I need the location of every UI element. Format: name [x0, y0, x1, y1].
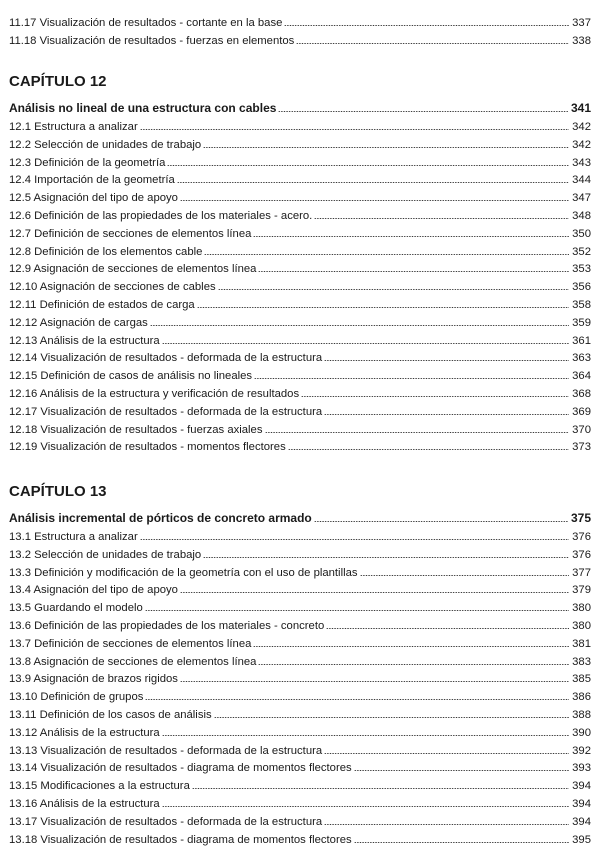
entry-title: 13.10 Definición de grupos	[9, 691, 144, 704]
dot-leader	[258, 664, 569, 665]
toc-entry[interactable]	[9, 279, 591, 297]
entry-title: 12.5 Asignación del tipo de apoyo	[9, 192, 178, 205]
toc-entry[interactable]	[9, 172, 591, 190]
dot-leader	[167, 165, 569, 166]
dot-leader	[218, 289, 570, 290]
chapter-title-entry[interactable]	[9, 97, 591, 119]
toc-entry[interactable]	[9, 404, 591, 422]
chapter-12	[9, 72, 591, 457]
page-number: 376	[572, 531, 591, 543]
page-number: 380	[572, 619, 591, 632]
page-number: 377	[572, 566, 591, 579]
page-number: 370	[572, 423, 591, 436]
page-number: 386	[572, 691, 591, 704]
toc-entry[interactable]	[9, 208, 591, 226]
entry-title: 13.7 Definición de secciones de elementos línea	[9, 637, 252, 650]
page-number: 368	[572, 387, 591, 400]
toc-entry[interactable]	[9, 547, 591, 565]
entry-title: 12.16 Análisis de la estructura y verificación de resultados	[9, 387, 300, 400]
page-number: 388	[572, 708, 591, 721]
entry-title: 12.6 Definición de las propiedades de los materiales - acero.	[9, 209, 313, 222]
dot-leader	[145, 610, 569, 611]
entry-title: 13.9 Asignación de brazos rigidos	[9, 673, 178, 686]
page-number: 342	[572, 121, 591, 133]
dot-leader	[254, 378, 569, 379]
entry-title: 12.14 Visualización de resultados - deformada de la estructura	[9, 352, 323, 365]
page-number: 383	[572, 655, 591, 668]
entry-title: 12.10 Asignación de secciones de cables	[9, 281, 216, 294]
dot-leader	[204, 254, 569, 255]
toc-entry[interactable]	[9, 760, 591, 778]
page-number: 393	[572, 762, 591, 775]
toc-entry[interactable]	[9, 439, 591, 457]
page-number: 392	[572, 744, 591, 757]
toc-entry[interactable]	[9, 600, 591, 618]
chapter-title-entry[interactable]	[9, 507, 591, 529]
page-number: 385	[572, 673, 591, 686]
dot-leader	[360, 575, 570, 576]
page-number: 376	[572, 548, 591, 561]
chapter-heading: CAPÍTULO 13	[9, 483, 107, 500]
dot-leader	[324, 753, 569, 754]
toc-entry[interactable]	[9, 137, 591, 155]
dot-leader	[177, 182, 569, 183]
toc-entry[interactable]	[9, 119, 591, 137]
entry-title: 12.9 Asignación de secciones de elementos línea	[9, 263, 257, 276]
toc-entry[interactable]	[9, 386, 591, 404]
dot-leader	[162, 735, 569, 736]
dot-leader	[278, 111, 568, 112]
toc-entry[interactable]	[9, 33, 591, 51]
dot-leader	[288, 449, 569, 450]
page-number: 347	[572, 192, 591, 205]
entry-title: Análisis incremental de pórticos de concreto armado	[9, 511, 312, 525]
dot-leader	[162, 343, 569, 344]
dot-leader	[145, 699, 569, 700]
toc-entry[interactable]	[9, 190, 591, 208]
toc-entry[interactable]	[9, 315, 591, 333]
chapter-13	[9, 482, 591, 849]
toc-entry[interactable]	[9, 529, 591, 547]
toc-entry[interactable]	[9, 226, 591, 244]
entry-title: 12.4 Importación de la geometría	[9, 174, 175, 187]
entry-title: 12.13 Análisis de la estructura	[9, 334, 160, 347]
dot-leader	[203, 147, 569, 148]
page-number: 338	[572, 34, 591, 47]
page-number: 343	[572, 156, 591, 169]
dot-leader	[314, 521, 568, 522]
page-number: 394	[572, 797, 591, 810]
entry-title: 13.17 Visualización de resultados - deformada de la estructura	[9, 815, 323, 828]
entry-title: 12.8 Definición de los elementos cable	[9, 245, 203, 258]
dot-leader	[192, 788, 569, 789]
dot-leader	[180, 592, 569, 593]
page-number: 395	[572, 833, 591, 846]
toc-entry[interactable]	[9, 297, 591, 315]
toc-entry[interactable]	[9, 832, 591, 850]
page-number: 358	[572, 298, 591, 311]
dot-leader	[140, 539, 569, 540]
dot-leader	[324, 360, 569, 361]
entry-title: 12.17 Visualización de resultados - deformada de la estructura	[9, 405, 323, 418]
entry-title: 13.5 Guardando el modelo	[9, 602, 143, 615]
toc-entry[interactable]	[9, 333, 591, 351]
dot-leader	[354, 842, 569, 843]
page-number: 380	[572, 602, 591, 615]
entry-title: 13.15 Modificaciones a la estructura	[9, 780, 190, 793]
entry-title: 11.17 Visualización de resultados - cortante en la base	[9, 17, 283, 29]
toc-entry[interactable]	[9, 618, 591, 636]
toc-entry[interactable]	[9, 707, 591, 725]
page-number: 394	[572, 815, 591, 828]
toc-entry[interactable]	[9, 654, 591, 672]
dot-leader	[301, 396, 569, 397]
toc-continuation	[9, 15, 591, 51]
dot-leader	[162, 806, 569, 807]
entry-title: 13.18 Visualización de resultados - diagrama de momentos flectores	[9, 833, 352, 846]
page-number: 350	[572, 227, 591, 240]
toc-entry[interactable]	[9, 155, 591, 173]
entry-title: 13.11 Definición de los casos de análisis	[9, 708, 212, 721]
page-number: 364	[572, 370, 591, 383]
toc-entry[interactable]	[9, 778, 591, 796]
dot-leader	[326, 628, 569, 629]
dot-leader	[314, 218, 569, 219]
entry-title: 12.3 Definición de la geometría	[9, 156, 166, 169]
toc-entry[interactable]	[9, 582, 591, 600]
dot-leader	[203, 557, 569, 558]
entry-title: 13.4 Asignación del tipo de apoyo	[9, 584, 178, 597]
entry-title: 12.18 Visualización de resultados - fuerzas axiales	[9, 423, 263, 436]
page-number: 337	[572, 17, 591, 29]
entry-title: 12.7 Definición de secciones de elementos línea	[9, 227, 252, 240]
dot-leader	[140, 129, 569, 130]
page-number: 394	[572, 780, 591, 793]
page-number: 359	[572, 316, 591, 329]
toc-entry[interactable]	[9, 743, 591, 761]
entry-title: 12.15 Definición de casos de análisis no lineales	[9, 370, 253, 383]
page-number: 341	[570, 101, 591, 115]
dot-leader	[253, 646, 569, 647]
toc-entry[interactable]	[9, 725, 591, 743]
entry-title: 13.8 Asignación de secciones de elementos línea	[9, 655, 257, 668]
dot-leader	[324, 824, 569, 825]
dot-leader	[180, 681, 569, 682]
entry-title: 11.18 Visualización de resultados - fuerzas en elementos	[9, 34, 295, 47]
dot-leader	[214, 717, 570, 718]
entry-title: 12.1 Estructura a analizar	[9, 121, 138, 133]
dot-leader	[265, 432, 570, 433]
entry-title: 12.2 Selección de unidades de trabajo	[9, 138, 202, 151]
page-number: 375	[570, 511, 591, 525]
toc-entry[interactable]	[9, 350, 591, 368]
dot-leader	[253, 236, 569, 237]
entry-title: 13.14 Visualización de resultados - diagrama de momentos flectores	[9, 762, 352, 775]
dot-leader	[180, 200, 569, 201]
entry-title: 13.2 Selección de unidades de trabajo	[9, 548, 202, 561]
page-number: 369	[572, 405, 591, 418]
toc-entry[interactable]	[9, 636, 591, 654]
page-number: 390	[572, 726, 591, 739]
toc-entry[interactable]	[9, 244, 591, 262]
chapter-heading: CAPÍTULO 12	[9, 73, 107, 90]
toc-entry[interactable]	[9, 261, 591, 279]
toc-entry[interactable]	[9, 689, 591, 707]
dot-leader	[296, 43, 569, 44]
entry-title: 13.16 Análisis de la estructura	[9, 797, 160, 810]
page-number: 373	[572, 441, 591, 454]
entry-title: 13.12 Análisis de la estructura	[9, 726, 160, 739]
page-number: 353	[572, 263, 591, 276]
toc-entry[interactable]	[9, 796, 591, 814]
dot-leader	[284, 25, 569, 26]
toc-entry[interactable]	[9, 565, 591, 583]
page-number: 352	[572, 245, 591, 258]
entry-title: 13.6 Definición de las propiedades de los materiales - concreto	[9, 619, 325, 632]
entry-title: 13.13 Visualización de resultados - deformada de la estructura	[9, 744, 323, 757]
entry-title: 12.19 Visualización de resultados - momentos flectores	[9, 441, 286, 454]
page-number: 379	[572, 584, 591, 597]
page-number: 342	[572, 138, 591, 151]
page-number: 356	[572, 281, 591, 294]
page-number: 381	[572, 637, 591, 650]
dot-leader	[324, 414, 569, 415]
dot-leader	[197, 307, 569, 308]
entry-title: 12.11 Definición de estados de carga	[9, 298, 195, 311]
toc-entry[interactable]	[9, 671, 591, 689]
dot-leader	[354, 770, 569, 771]
page-number: 363	[572, 352, 591, 365]
entry-title: 13.1 Estructura a analizar	[9, 531, 138, 543]
toc-entry[interactable]	[9, 422, 591, 440]
dot-leader	[150, 325, 569, 326]
entry-title: Análisis no lineal de una estructura con cables	[9, 101, 277, 115]
page-number: 361	[572, 334, 591, 347]
page-number: 348	[572, 209, 591, 222]
toc-entry[interactable]	[9, 15, 591, 33]
toc-entry[interactable]	[9, 814, 591, 832]
page-number: 344	[572, 174, 591, 187]
entry-title: 13.3 Definición y modificación de la geometría con el uso de plantillas	[9, 566, 358, 579]
toc-entry[interactable]	[9, 368, 591, 386]
dot-leader	[258, 271, 569, 272]
entry-title: 12.12 Asignación de cargas	[9, 316, 148, 329]
